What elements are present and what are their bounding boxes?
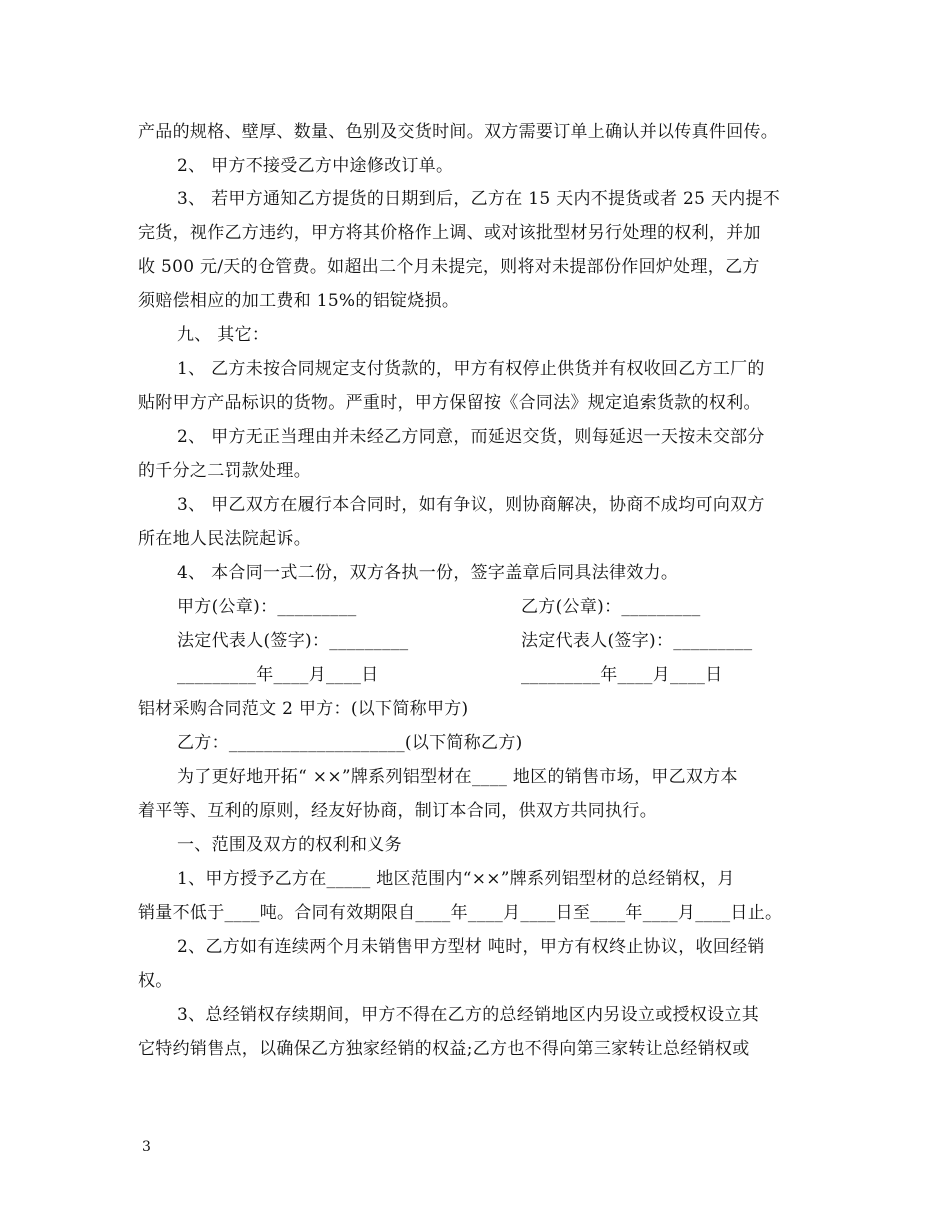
clause-item: 2、乙方如有连续两个月未销售甲方型材 吨时，甲方有权终止协议，收回经销 (177, 937, 765, 957)
paragraph-line: 收 500 元/天的仓管费。如超出二个月未提完，则将对未提部份作回炉处理，乙方 (138, 257, 760, 277)
party-a-date-field: _________年____月____日 (177, 665, 379, 685)
party-a-seal-field: 甲方(公章)：_________ (177, 597, 357, 617)
clause-item: 1、 乙方未按合同规定支付货款的，甲方有权停止供货并有权收回乙方工厂的 (177, 359, 765, 379)
clause-item: 2、 甲方无正当理由并未经乙方同意，而延迟交货，则每延迟一天按未交部分 (177, 427, 765, 447)
clause-item: 3、总经销权存续期间，甲方不得在乙方的总经销地区内另设立或授权设立其 (177, 1005, 760, 1025)
page-number: 3 (142, 1139, 151, 1155)
section-heading: 九、 其它： (177, 325, 270, 345)
clause-item: 4、 本合同一式二份，双方各执一份，签字盖章后同具法律效力。 (177, 563, 679, 583)
clause-item: 3、 甲乙双方在履行本合同时，如有争议，则协商解决，协商不成均可向双方 (177, 495, 765, 515)
paragraph-line: 销量不低于____吨。合同有效期限自____年____月____日至____年____月____日止。 (138, 903, 783, 923)
paragraph-line: 产品的规格、壁厚、数量、色别及交货时间。双方需要订单上确认并以传真件回传。 (138, 122, 779, 142)
clause-item: 1、甲方授予乙方在_____ 地区范围内“××”牌系列铝型材的总经销权，月 (177, 869, 735, 889)
paragraph-line: 权。 (138, 971, 173, 991)
paragraph-line: 为了更好地开拓“ ××”牌系列铝型材在____ 地区的销售市场，甲乙双方本 (177, 767, 738, 787)
party-a-rep-field: 法定代表人(签字)：_________ (177, 631, 409, 651)
paragraph-line: 须赔偿相应的加工费和 15%的铝锭烧损。 (138, 291, 460, 311)
paragraph-line: 它特约销售点，以确保乙方独家经销的权益;乙方也不得向第三家转让总经销权或 (138, 1039, 750, 1059)
paragraph-line: 的千分之二罚款处理。 (138, 461, 311, 481)
document-title-line: 铝材采购合同范文 2 甲方：(以下简称甲方) (138, 699, 469, 719)
paragraph-line: 贴附甲方产品标识的货物。严重时，甲方保留按《合同法》规定追索货款的权利。 (138, 393, 761, 413)
party-b-seal-field: 乙方(公章)：_________ (521, 597, 701, 617)
party-b-line: 乙方：____________________(以下简称乙方) (177, 733, 523, 753)
clause-item: 2、 甲方不接受乙方中途修改订单。 (177, 156, 454, 176)
paragraph-line: 所在地人民法院起诉。 (138, 529, 311, 549)
section-heading: 一、范围及双方的权利和义务 (177, 835, 402, 855)
party-b-date-field: _________年____月____日 (521, 665, 723, 685)
clause-item: 3、 若甲方通知乙方提货的日期到后，乙方在 15 天内不提货或者 25 天内提不 (177, 189, 781, 209)
paragraph-line: 着平等、互利的原则，经友好协商，制订本合同，供双方共同执行。 (138, 801, 657, 821)
paragraph-line: 完货，视作乙方违约，甲方将其价格作上调、或对该批型材另行处理的权利，并加 (138, 223, 761, 243)
party-b-rep-field: 法定代表人(签字)：_________ (521, 631, 753, 651)
